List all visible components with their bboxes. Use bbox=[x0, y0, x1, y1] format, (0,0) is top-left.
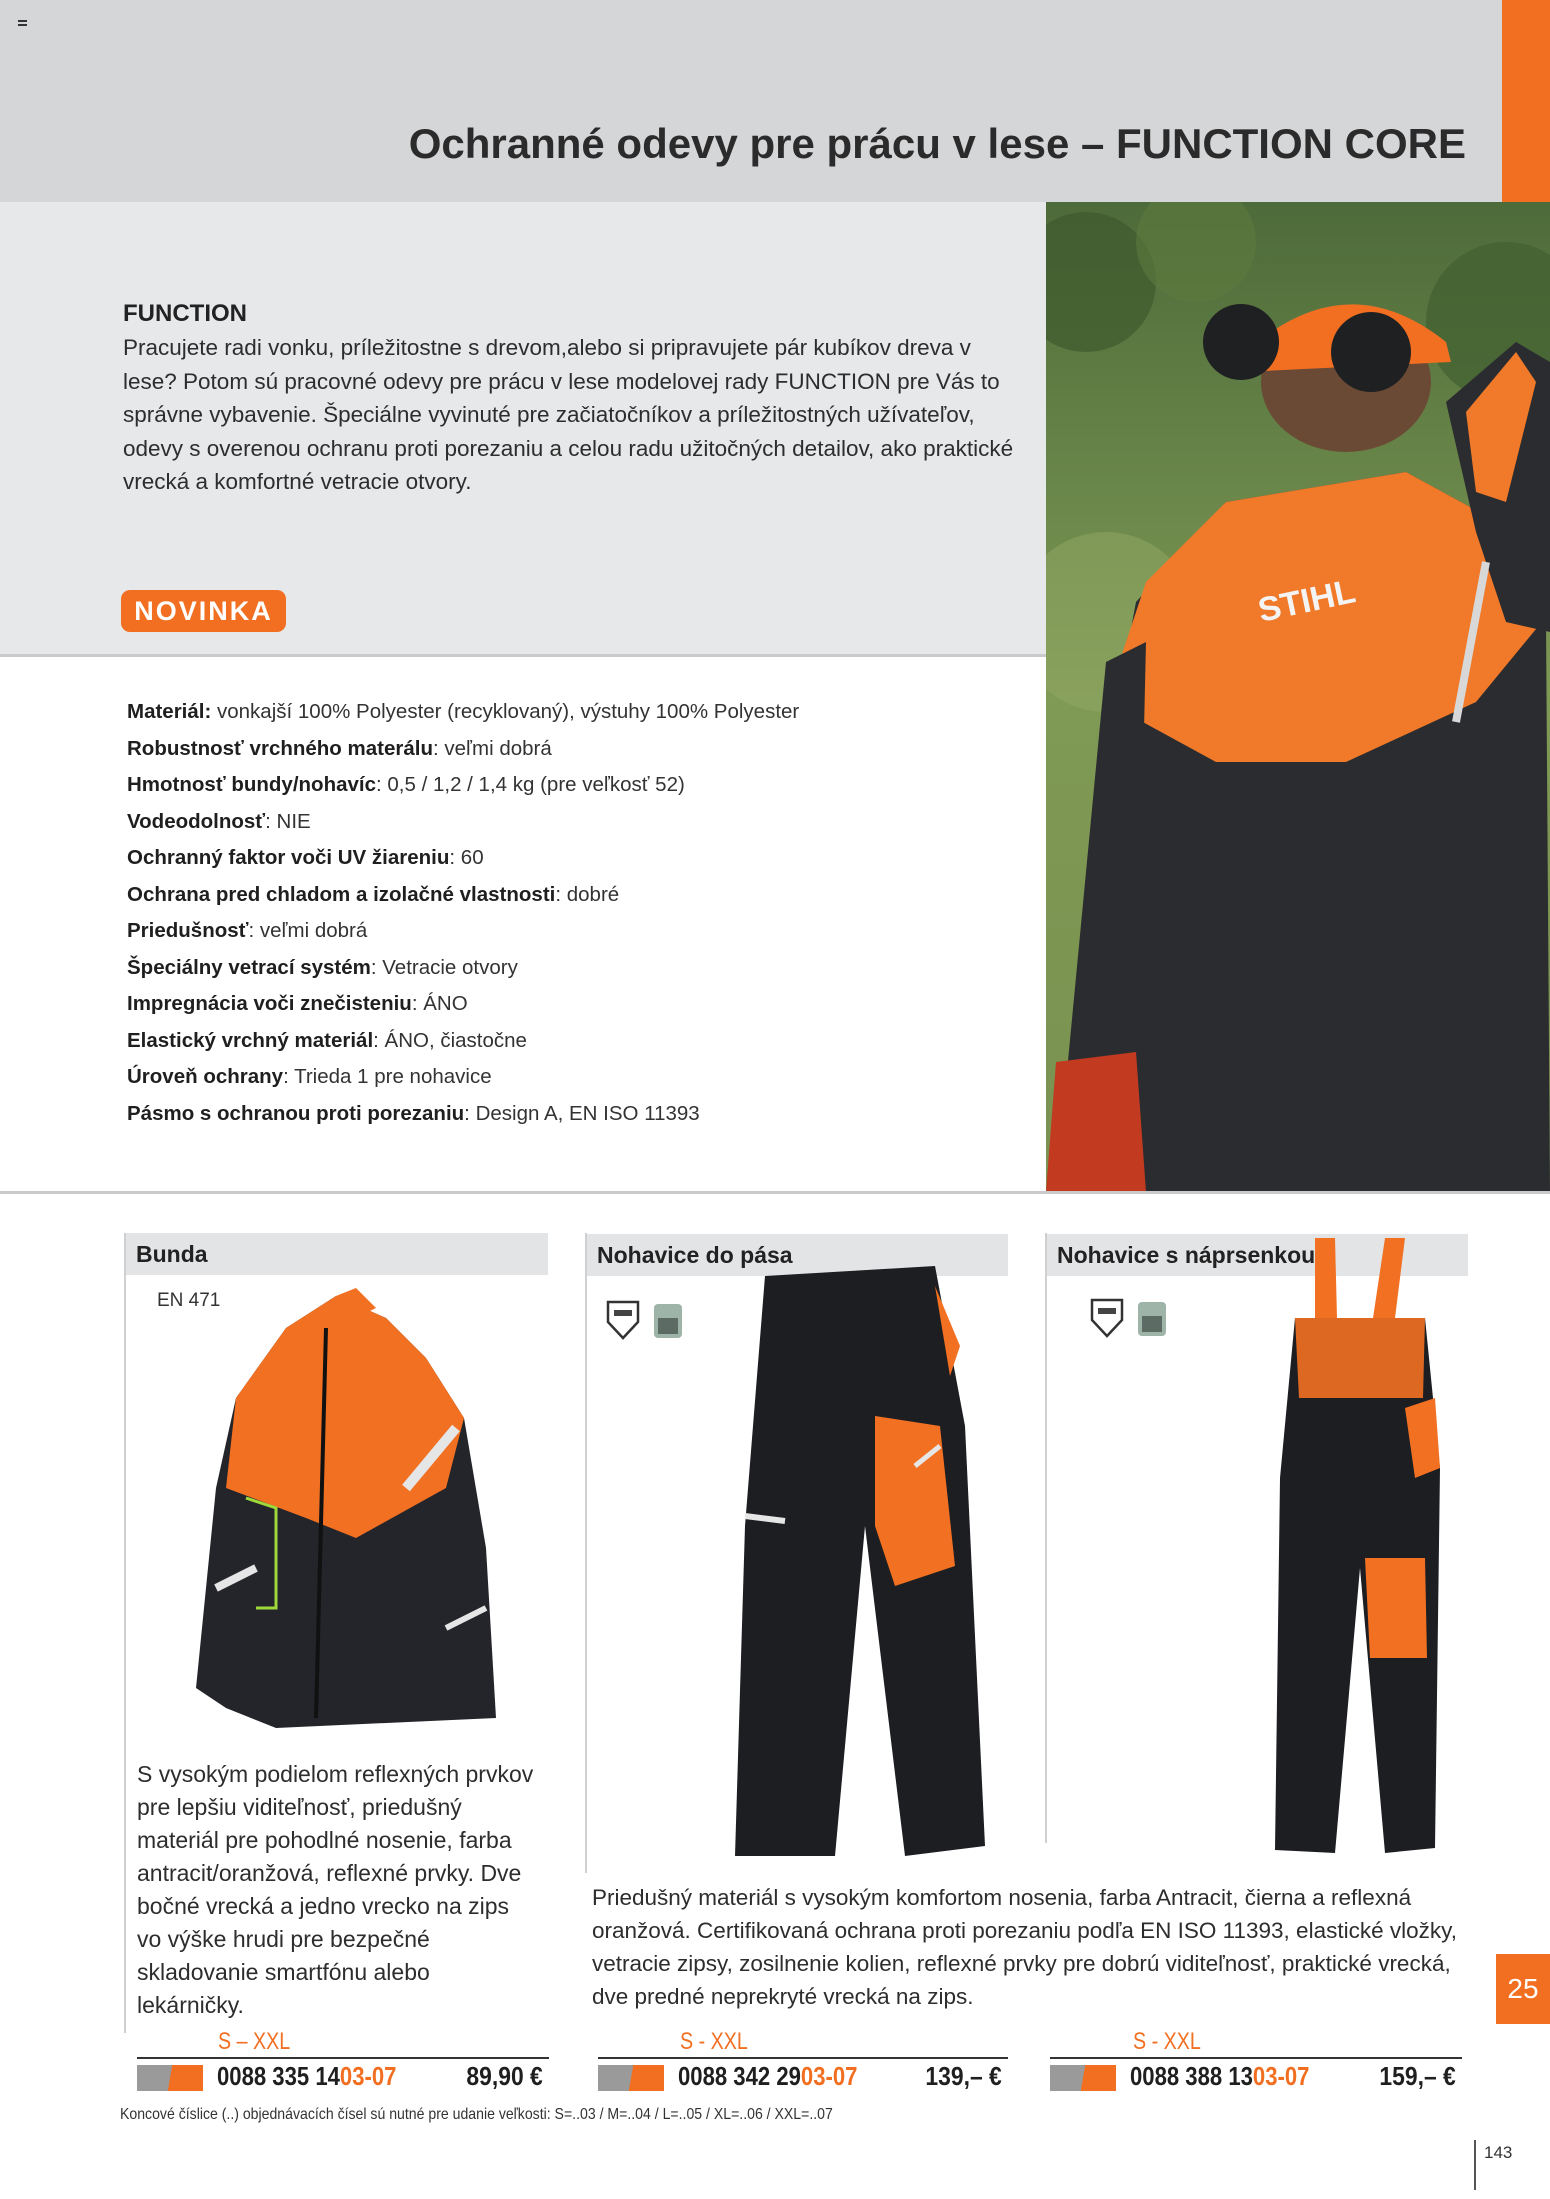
svg-text:STIHL: STIHL bbox=[1254, 572, 1359, 630]
trousers-class-icon bbox=[1088, 1296, 1174, 1343]
spec-label: Materiál: bbox=[127, 700, 212, 723]
trousers-image bbox=[725, 1266, 995, 1871]
price: 89,90 € bbox=[466, 2061, 543, 2091]
spec-value: : ÁNO bbox=[411, 992, 468, 1015]
spec-value: : ÁNO, čiastočne bbox=[373, 1028, 527, 1052]
column-frame bbox=[585, 1233, 587, 1873]
spec-list bbox=[127, 694, 1027, 1132]
spec-value: : veľmi dobrá bbox=[248, 919, 368, 942]
spec-label: Pásmo s ochranou proti porezaniu bbox=[127, 1101, 465, 1125]
spec-label: Úroveň ochrany bbox=[127, 1065, 284, 1088]
person-photo bbox=[1046, 202, 1550, 1192]
spec-label: Priedušnosť bbox=[127, 919, 249, 942]
spec-label: Ochranný faktor voči UV žiareniu bbox=[127, 846, 450, 869]
spec-value: : Design A, EN ISO 11393 bbox=[464, 1101, 700, 1125]
spec-value: : dobré bbox=[555, 882, 620, 906]
product-title-nohavice-pas: Nohavice do pása bbox=[587, 1234, 1008, 1276]
intro-heading: FUNCTION bbox=[123, 300, 247, 327]
color-swatch bbox=[137, 2065, 203, 2091]
price-row-bunda bbox=[137, 2057, 549, 2093]
spec-row bbox=[127, 986, 1027, 1023]
spec-row bbox=[127, 950, 1027, 987]
price-row-nohavice-pas bbox=[598, 2057, 1008, 2093]
page-title: Ochranné odevy pre prácu v lese – FUNCTION CORE bbox=[408, 120, 1466, 167]
spec-row bbox=[127, 694, 1027, 731]
header-band bbox=[0, 0, 1502, 202]
price: 159,– € bbox=[1379, 2061, 1456, 2091]
spec-value: vonkajší 100% Polyester (recyklovaný), výstuhy 100% Polyester bbox=[211, 700, 800, 723]
chainsaw-protection-icon bbox=[604, 1298, 690, 1345]
column-frame bbox=[1045, 1233, 1047, 1843]
price: 139,– € bbox=[925, 2061, 1002, 2091]
spec-row bbox=[127, 877, 1027, 914]
size-footnote: Koncové číslice (..) objednávacích čísel sú nutné pre udanie veľkosti: S=..03 / M=..04 / L=..05 / XL=..06 / XXL=..07 bbox=[120, 2106, 833, 2123]
divider bbox=[0, 1191, 1550, 1194]
order-code: 0088 342 2903-07 bbox=[678, 2061, 858, 2091]
size-range-nohavice-pas: S - XXL bbox=[680, 2028, 748, 2055]
spec-row bbox=[127, 913, 1027, 950]
spec-label: Impregnácia voči znečisteniu bbox=[127, 992, 412, 1015]
price-row-nohavice-naprsenka bbox=[1050, 2057, 1462, 2093]
spec-row bbox=[127, 840, 1027, 877]
bib-trousers-image bbox=[1255, 1238, 1455, 1863]
spec-label: Robustnosť vrchného materálu bbox=[127, 736, 433, 760]
spec-row bbox=[127, 1059, 1027, 1096]
color-swatch bbox=[1050, 2065, 1116, 2091]
product-title-nohavice-naprsenka: Nohavice s náprsenkou bbox=[1047, 1234, 1468, 1276]
size-range-bunda: S – XXL bbox=[218, 2028, 291, 2055]
standard-label: EN 471 bbox=[157, 1290, 221, 1311]
spec-row bbox=[127, 1096, 1027, 1133]
spec-label: Špeciálny vetrací systém bbox=[127, 955, 371, 979]
page-number: 143 bbox=[1474, 2140, 1512, 2190]
header-accent-strip bbox=[1502, 0, 1550, 202]
jacket-image bbox=[186, 1288, 506, 1743]
section-tab[interactable]: 25 bbox=[1496, 1954, 1550, 2024]
spec-value: : Vetracie otvory bbox=[370, 955, 518, 979]
spec-value: : 60 bbox=[449, 846, 484, 869]
color-swatch bbox=[598, 2065, 664, 2091]
spec-value: : 0,5 / 1,2 / 1,4 kg (pre veľkosť 52) bbox=[376, 773, 685, 796]
spec-label: Elastický vrchný materiál bbox=[127, 1028, 374, 1052]
spec-label: Ochrana pred chladom a izolačné vlastnosti bbox=[127, 882, 556, 906]
spec-row bbox=[127, 1023, 1027, 1060]
size-range-nohavice-naprsenka: S - XXL bbox=[1133, 2028, 1201, 2055]
spec-label: Hmotnosť bundy/nohavíc bbox=[127, 773, 376, 796]
spec-value: : veľmi dobrá bbox=[432, 736, 552, 760]
order-code: 0088 388 1303-07 bbox=[1130, 2061, 1310, 2091]
product-title-bunda: Bunda bbox=[126, 1233, 548, 1275]
spec-row bbox=[127, 804, 1027, 841]
divider bbox=[0, 654, 1046, 657]
column-frame bbox=[124, 1233, 126, 2033]
intro-text: Pracujete radi vonku, príležitostne s drevom,alebo si pripravujete pár kubíkov dreva v lese? Potom sú pracovné odevy pre prácu v lese modelovej rady FUNCTION pre Vás to správne vybavenie. Špeciálne vyvinuté pre začiatočníkov a príležitostných užívateľov, odevy s overenou ochranu proti porezaniu a celou radu užitočných detailov, ako praktické vrecká a komfortné vetracie otvory. bbox=[123, 335, 1014, 494]
spec-value: : Trieda 1 pre nohavice bbox=[283, 1065, 492, 1088]
pants-description: Priedušný materiál s vysokým komfortom nosenia, farba Antracit, čierna a reflexná oranžová. Certifikovaná ochrana proti porezaniu podľa EN ISO 11393, elastické vložky, vetracie zipsy, zosilnenie kolien, reflexné prvky pre dobrú viditeľnosť, praktické vrecká, dve predné neprekryté vrecká na zips. bbox=[592, 1885, 1457, 2009]
menu-icon[interactable] bbox=[18, 20, 27, 26]
spec-value: : NIE bbox=[265, 809, 311, 833]
spec-row bbox=[127, 767, 1027, 804]
bunda-description: S vysokým podielom reflexných prvkov pre lepšiu viditeľnosť, priedušný materiál pre pohodlné nosenie, farba antracit/oranžová, reflexné prvky. Dve bočné vrecká a jedno vrecko na zips vo výške hrudi pre bezpečné skladovanie smartfónu alebo lekárničky. bbox=[137, 1761, 534, 2018]
spec-label: Vodeodolnosť bbox=[127, 809, 266, 833]
spec-row bbox=[127, 731, 1027, 768]
novinka-badge: NOVINKA bbox=[121, 590, 286, 632]
order-code: 0088 335 1403-07 bbox=[217, 2061, 397, 2091]
